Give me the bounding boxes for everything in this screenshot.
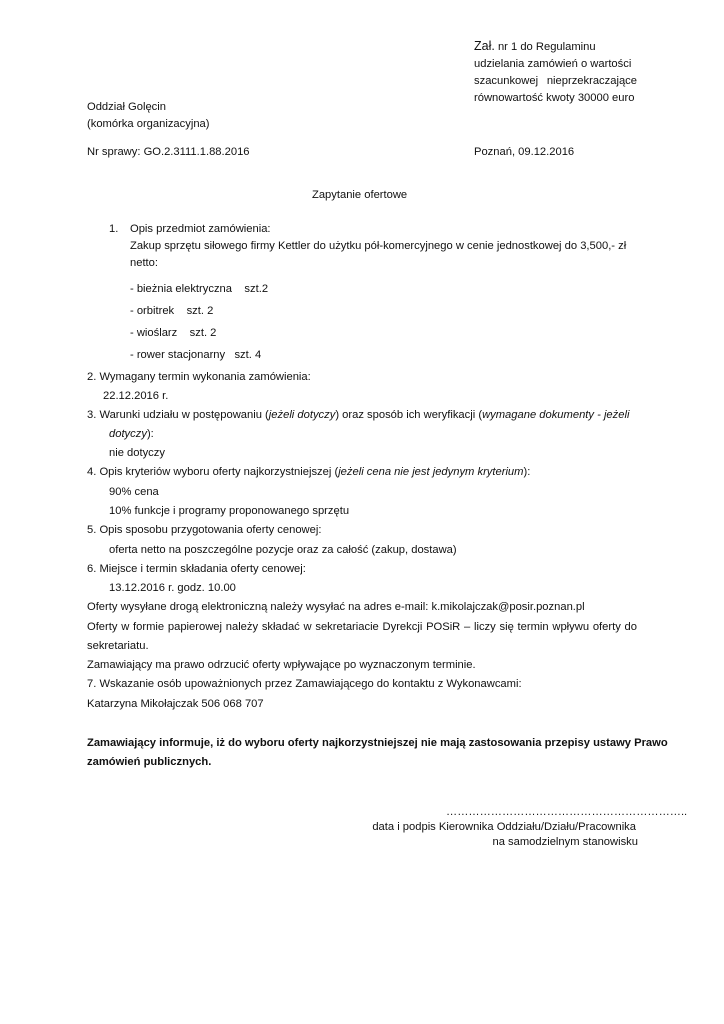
place-date: Poznań, 09.12.2016 — [474, 146, 575, 158]
section-3-value: nie dotyczy — [109, 447, 165, 459]
equipment-item: - bieżnia elektryczna szt.2 — [130, 283, 269, 295]
signature-label-1: data i podpis Kierownika Oddziału/Działu/Pracownika — [372, 821, 636, 833]
section-5-heading: 5. Opis sposobu przygotowania oferty cenowej: — [87, 524, 322, 536]
pzp-notice-line-1: Zamawiający informuje, iż do wyboru oferty najkorzystniejszej nie mają zastosowania przepisy ustawy Prawo — [87, 737, 668, 749]
equipment-item: - wioślarz szt. 2 — [130, 327, 217, 339]
section-1-text-line-1: Zakup sprzętu siłowego firmy Kettler do użytku pół-komercyjnego w cenie jednostkowej do 3,500,- zł — [130, 240, 627, 252]
attachment-line-4: równowartość kwoty 30000 euro — [474, 92, 635, 104]
section-6-heading: 6. Miejsce i termin składania oferty cenowej: — [87, 563, 306, 575]
unit-type: (komórka organizacyjna) — [87, 118, 210, 130]
section-1-heading: Opis przedmiot zamówienia: — [130, 223, 271, 235]
section-1-number: 1. — [109, 223, 119, 235]
paper-instruction-line-2: sekretariatu. — [87, 640, 149, 652]
section-4-value-2: 10% funkcje i programy proponowanego sprzętu — [109, 505, 350, 517]
section-1-text-line-2: netto: — [130, 257, 158, 269]
contact-person: Katarzyna Mikołajczak 506 068 707 — [87, 698, 264, 710]
organizational-unit — [87, 99, 210, 133]
attachment-line-1: Zał. nr 1 do Regulaminu — [474, 39, 596, 53]
section-3-heading-line-2: dotyczy): — [109, 428, 154, 440]
signature-label-2: na samodzielnym stanowisku — [492, 836, 638, 848]
attachment-line-2: udzielania zamówień o wartości — [474, 58, 632, 70]
section-3-heading-line-1: 3. Warunki udziału w postępowaniu (jeżeli dotyczy) oraz sposób ich weryfikacji (wymagane dokumenty - jeżeli — [87, 409, 630, 421]
rejection-notice: Zamawiający ma prawo odrzucić oferty wpływające po wyznaczonym terminie. — [87, 659, 476, 671]
section-5-value: oferta netto na poszczególne pozycje oraz za całość (zakup, dostawa) — [109, 544, 457, 556]
equipment-item: - orbitrek szt. 2 — [130, 305, 214, 317]
section-4-value-1: 90% cena — [109, 486, 159, 498]
section-6-value: 13.12.2016 r. godz. 10.00 — [109, 582, 236, 594]
unit-name: Oddział Golęcin — [87, 101, 166, 113]
section-2-heading: 2. Wymagany termin wykonania zamówienia: — [87, 371, 311, 383]
section-2-value: 22.12.2016 r. — [103, 390, 169, 402]
signature-line: ……………………………………………………….. — [446, 806, 688, 818]
attachment-line-3: szacunkowej nieprzekraczające — [474, 75, 637, 87]
paper-instruction-line-1: Oferty w formie papierowej należy składać w sekretariacie Dyrekcji POSiR – liczy się termin wpływu oferty do — [87, 621, 637, 633]
attachment-note — [474, 38, 637, 107]
section-7-heading: 7. Wskazanie osób upoważnionych przez Zamawiającego do kontaktu z Wykonawcami: — [87, 678, 522, 690]
case-number: Nr sprawy: GO.2.3111.1.88.2016 — [87, 146, 250, 158]
pzp-notice-line-2: zamówień publicznych. — [87, 756, 212, 768]
equipment-item: - rower stacjonarny szt. 4 — [130, 349, 262, 361]
document-title: Zapytanie ofertowe — [312, 189, 408, 201]
email-instruction: Oferty wysyłane drogą elektroniczną należy wysyłać na adres e-mail: k.mikolajczak@posir.poznan.pl — [87, 601, 585, 613]
section-4-heading: 4. Opis kryteriów wyboru oferty najkorzystniejszej (jeżeli cena nie jest jedynym kryterium): — [87, 466, 531, 478]
